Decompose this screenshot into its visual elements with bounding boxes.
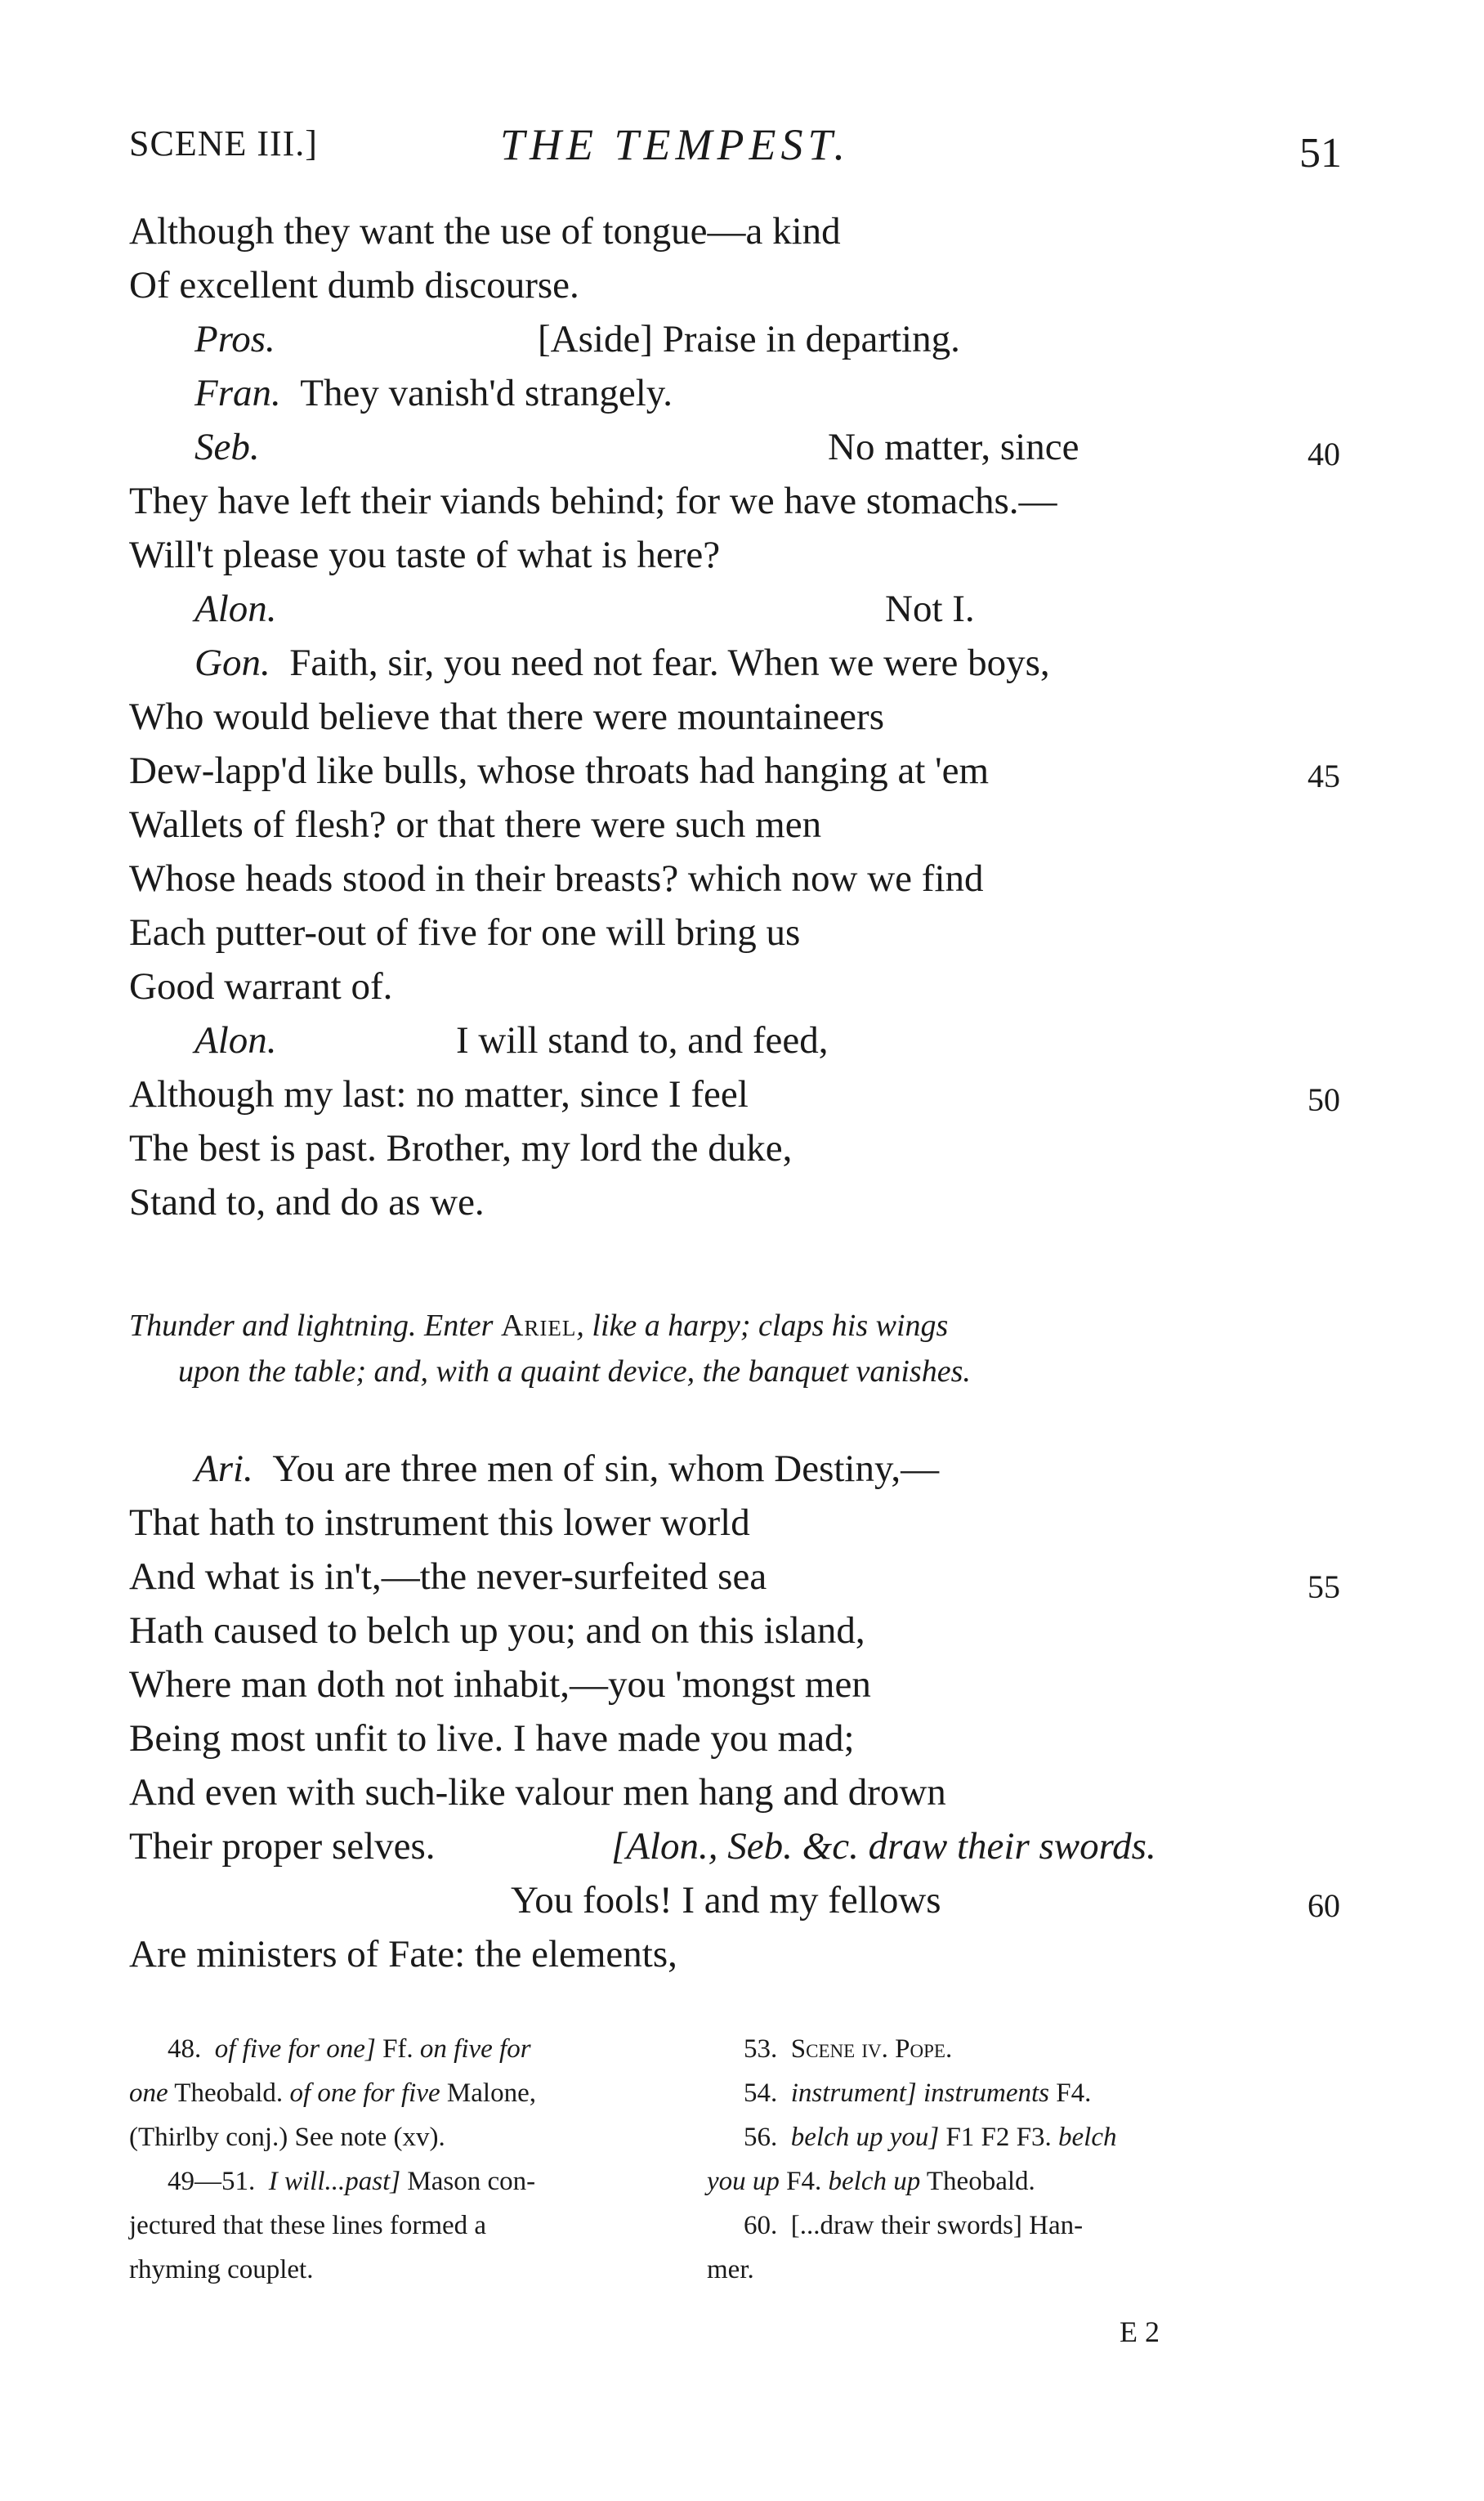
page-number: 51	[1299, 130, 1342, 177]
verse-line: The best is past. Brother, my lord the duke,	[129, 1127, 793, 1170]
verse-line: Their proper selves. [Alon., Seb. &c. draw their swords.	[129, 1819, 436, 1873]
signature-mark: E 2	[1120, 2315, 1160, 2348]
footnote: you up F4. belch up Theobald.	[707, 2167, 1035, 2196]
character-name: Ariel	[500, 1309, 577, 1343]
verse-line: Stand to, and do as we.	[129, 1181, 485, 1224]
verse-line: Where man doth not inhabit,—you 'mongst men	[129, 1663, 871, 1706]
footnote: 49—51. I will...past] Mason con-	[168, 2167, 536, 2196]
speaker-name: Alon.	[194, 1019, 277, 1062]
speaker-name: Ari.	[194, 1447, 253, 1490]
verse-line: Alon. I will stand to, and feed,	[194, 1019, 829, 1062]
footnote: 56. belch up you] F1 F2 F3. belch	[744, 2123, 1117, 2152]
verse-line: You fools! I and my fellows	[511, 1879, 941, 1922]
verse-line: Of excellent dumb discourse.	[129, 264, 579, 306]
verse-line: Each putter-out of five for one will bring us	[129, 911, 801, 954]
verse-line: Will't please you taste of what is here?	[129, 534, 721, 576]
line-number: 60	[1307, 1887, 1340, 1924]
verse-line: Alon. Not I.	[194, 588, 975, 630]
footnote: 60. [...draw their swords] Han-	[744, 2211, 1084, 2240]
verse-line: Although my last: no matter, since I feel	[129, 1073, 749, 1116]
speaker-name: Seb.	[194, 426, 260, 468]
stage-direction: [Alon., Seb. &c. draw their swords.	[611, 1825, 1156, 1868]
line-number: 45	[1307, 758, 1340, 794]
verse-line: Seb. No matter, since	[194, 426, 1079, 468]
footnote: mer.	[707, 2255, 754, 2284]
verse-line: And even with such-like valour men hang and drown	[129, 1771, 946, 1814]
footnote: one Theobald. of one for five Malone,	[129, 2078, 536, 2108]
footnote: 53. Scene iv. Pope.	[744, 2034, 953, 2064]
verse-line: That hath to instrument this lower world	[129, 1501, 750, 1544]
verse-line: Dew-lapp'd like bulls, whose throats had hanging at 'em	[129, 749, 990, 792]
footnote: (Thirlby conj.) See note (xv).	[129, 2123, 445, 2152]
footnote: rhyming couplet.	[129, 2255, 314, 2284]
verse-line: Good warrant of.	[129, 965, 393, 1008]
line-number: 55	[1307, 1568, 1340, 1605]
speaker-name: Alon.	[194, 588, 277, 630]
stage-direction: upon the table; and, with a quaint device, the banquet vanishes.	[178, 1354, 971, 1389]
speaker-name: Gon.	[194, 642, 270, 684]
verse-line: And what is in't,—the never-surfeited sea	[129, 1555, 767, 1598]
running-head-scene: SCENE III.]	[129, 123, 318, 163]
verse-line: Whose heads stood in their breasts? which now we find	[129, 857, 984, 900]
verse-line: Wallets of flesh? or that there were such men	[129, 803, 822, 846]
verse-line: Gon. Faith, sir, you need not fear. When we were boys,	[194, 642, 1050, 684]
verse-line: Although they want the use of tongue—a kind	[129, 210, 841, 253]
verse-line: Fran. They vanish'd strangely.	[194, 372, 673, 414]
footnote: 54. instrument] instruments F4.	[744, 2078, 1092, 2108]
speaker-name: Pros.	[194, 318, 275, 360]
speaker-name: Fran.	[194, 372, 281, 414]
verse-line: Being most unfit to live. I have made you mad;	[129, 1717, 855, 1760]
verse-line: Who would believe that there were mountaineers	[129, 696, 884, 738]
verse-line: They have left their viands behind; for we have stomachs.—	[129, 480, 1057, 522]
footnote: jectured that these lines formed a	[129, 2211, 487, 2240]
verse-line: Hath caused to belch up you; and on this island,	[129, 1609, 865, 1652]
running-head-title: THE TEMPEST.	[500, 120, 851, 169]
footnote: 48. of five for one] Ff. on five for	[168, 2034, 531, 2064]
line-number: 50	[1307, 1081, 1340, 1118]
verse-line: Are ministers of Fate: the elements,	[129, 1933, 677, 1975]
line-number: 40	[1307, 436, 1340, 472]
verse-line: Pros. [Aside] Praise in departing.	[194, 318, 960, 360]
stage-direction: Thunder and lightning. Enter Ariel, like a harpy; claps his wings	[129, 1309, 949, 1343]
verse-line: Ari. You are three men of sin, whom Destiny,—	[194, 1447, 940, 1490]
